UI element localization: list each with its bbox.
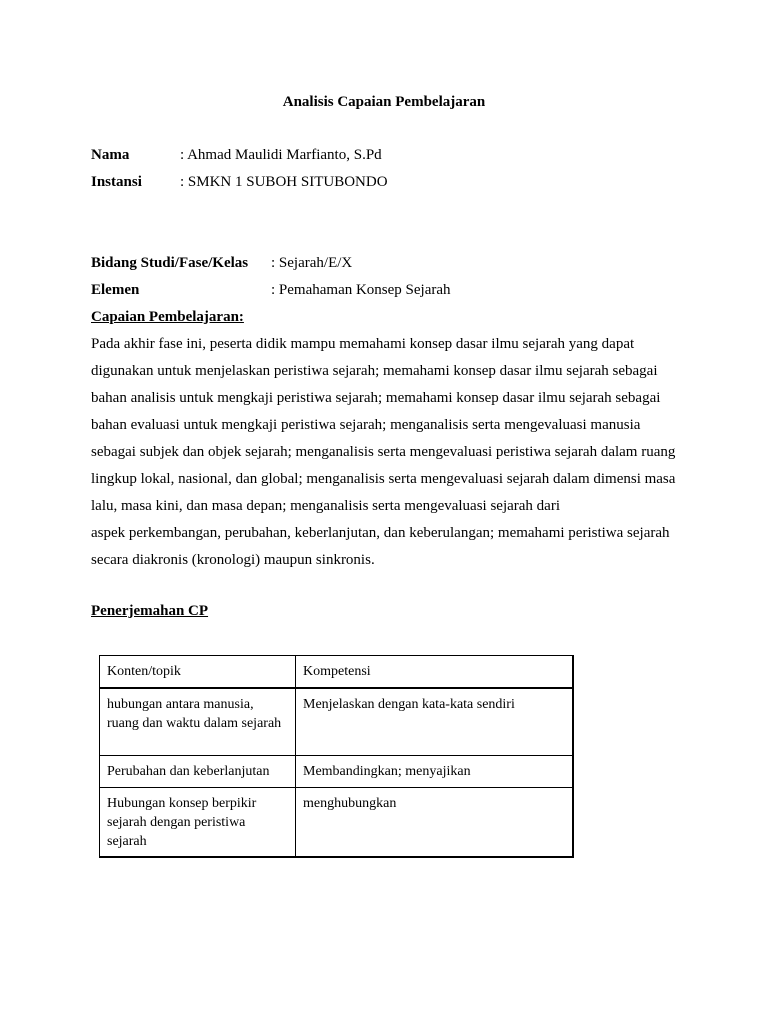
paragraph-line: aspek perkembangan, perubahan, keberlanjutan, dan keberulangan; memahami peristiwa sejarah: [91, 525, 670, 541]
table-cell: menghubungkan: [296, 788, 574, 858]
bidang-studi-label: Bidang Studi/Fase/Kelas: [91, 255, 249, 271]
nama-value: : Ahmad Maulidi Marfianto, S.Pd: [180, 147, 382, 163]
bidang-studi-value: : Sejarah/E/X: [271, 255, 353, 271]
paragraph-line: digunakan untuk menjelaskan peristiwa sejarah; memahami konsep dasar ilmu sejarah sebagai: [91, 363, 658, 379]
paragraph-line: sebagai subjek dan objek sejarah; menganalisis serta mengevaluasi peristiwa sejarah dalam ruang: [91, 444, 676, 460]
page-title: Analisis Capaian Pembelajaran: [282, 94, 486, 110]
capaian-heading: Capaian Pembelajaran:: [91, 309, 244, 325]
nama-label: Nama: [91, 147, 130, 163]
table-cell: Hubungan konsep berpikir sejarah dengan peristiwa sejarah: [100, 788, 296, 858]
instansi-label: Instansi: [91, 174, 142, 190]
paragraph-line: Pada akhir fase ini, peserta didik mampu memahami konsep dasar ilmu sejarah yang dapat: [91, 336, 635, 352]
paragraph-line: bahan evaluasi untuk mengkaji peristiwa sejarah; menganalisis serta mengevaluasi manusia: [91, 417, 641, 433]
table-row: [100, 756, 574, 788]
table-row: [100, 688, 574, 756]
paragraph-line: lalu, masa kini, dan masa depan; menganalisis serta mengevaluasi sejarah dari: [91, 498, 561, 514]
table-cell: Perubahan dan keberlanjutan: [100, 756, 296, 788]
table-cell: Membandingkan; menyajikan: [296, 756, 574, 788]
cp-translation-table: [99, 655, 574, 858]
paragraph-line: secara diakronis (kronologi) maupun sinkronis.: [91, 552, 375, 568]
table-cell: Menjelaskan dengan kata-kata sendiri: [296, 688, 574, 756]
penerjemahan-heading: Penerjemahan CP: [91, 603, 209, 619]
instansi-value: : SMKN 1 SUBOH SITUBONDO: [180, 174, 388, 190]
elemen-value: : Pemahaman Konsep Sejarah: [271, 282, 451, 298]
capaian-paragraph: [91, 331, 681, 574]
table-cell: hubungan antara manusia, ruang dan waktu dalam sejarah: [100, 688, 296, 756]
table-header-row: [100, 656, 574, 689]
table-row: [100, 788, 574, 858]
paragraph-line: bahan analisis untuk mengkaji peristiwa sejarah; memahami konsep dasar ilmu sejarah sebagai: [91, 390, 661, 406]
paragraph-line: lingkup lokal, nasional, dan global; menganalisis serta mengevaluasi sejarah dalam dimensi masa: [91, 471, 676, 487]
table-header-cell: Konten/topik: [100, 656, 296, 689]
elemen-label: Elemen: [91, 282, 140, 298]
table-header-cell: Kompetensi: [296, 656, 574, 689]
